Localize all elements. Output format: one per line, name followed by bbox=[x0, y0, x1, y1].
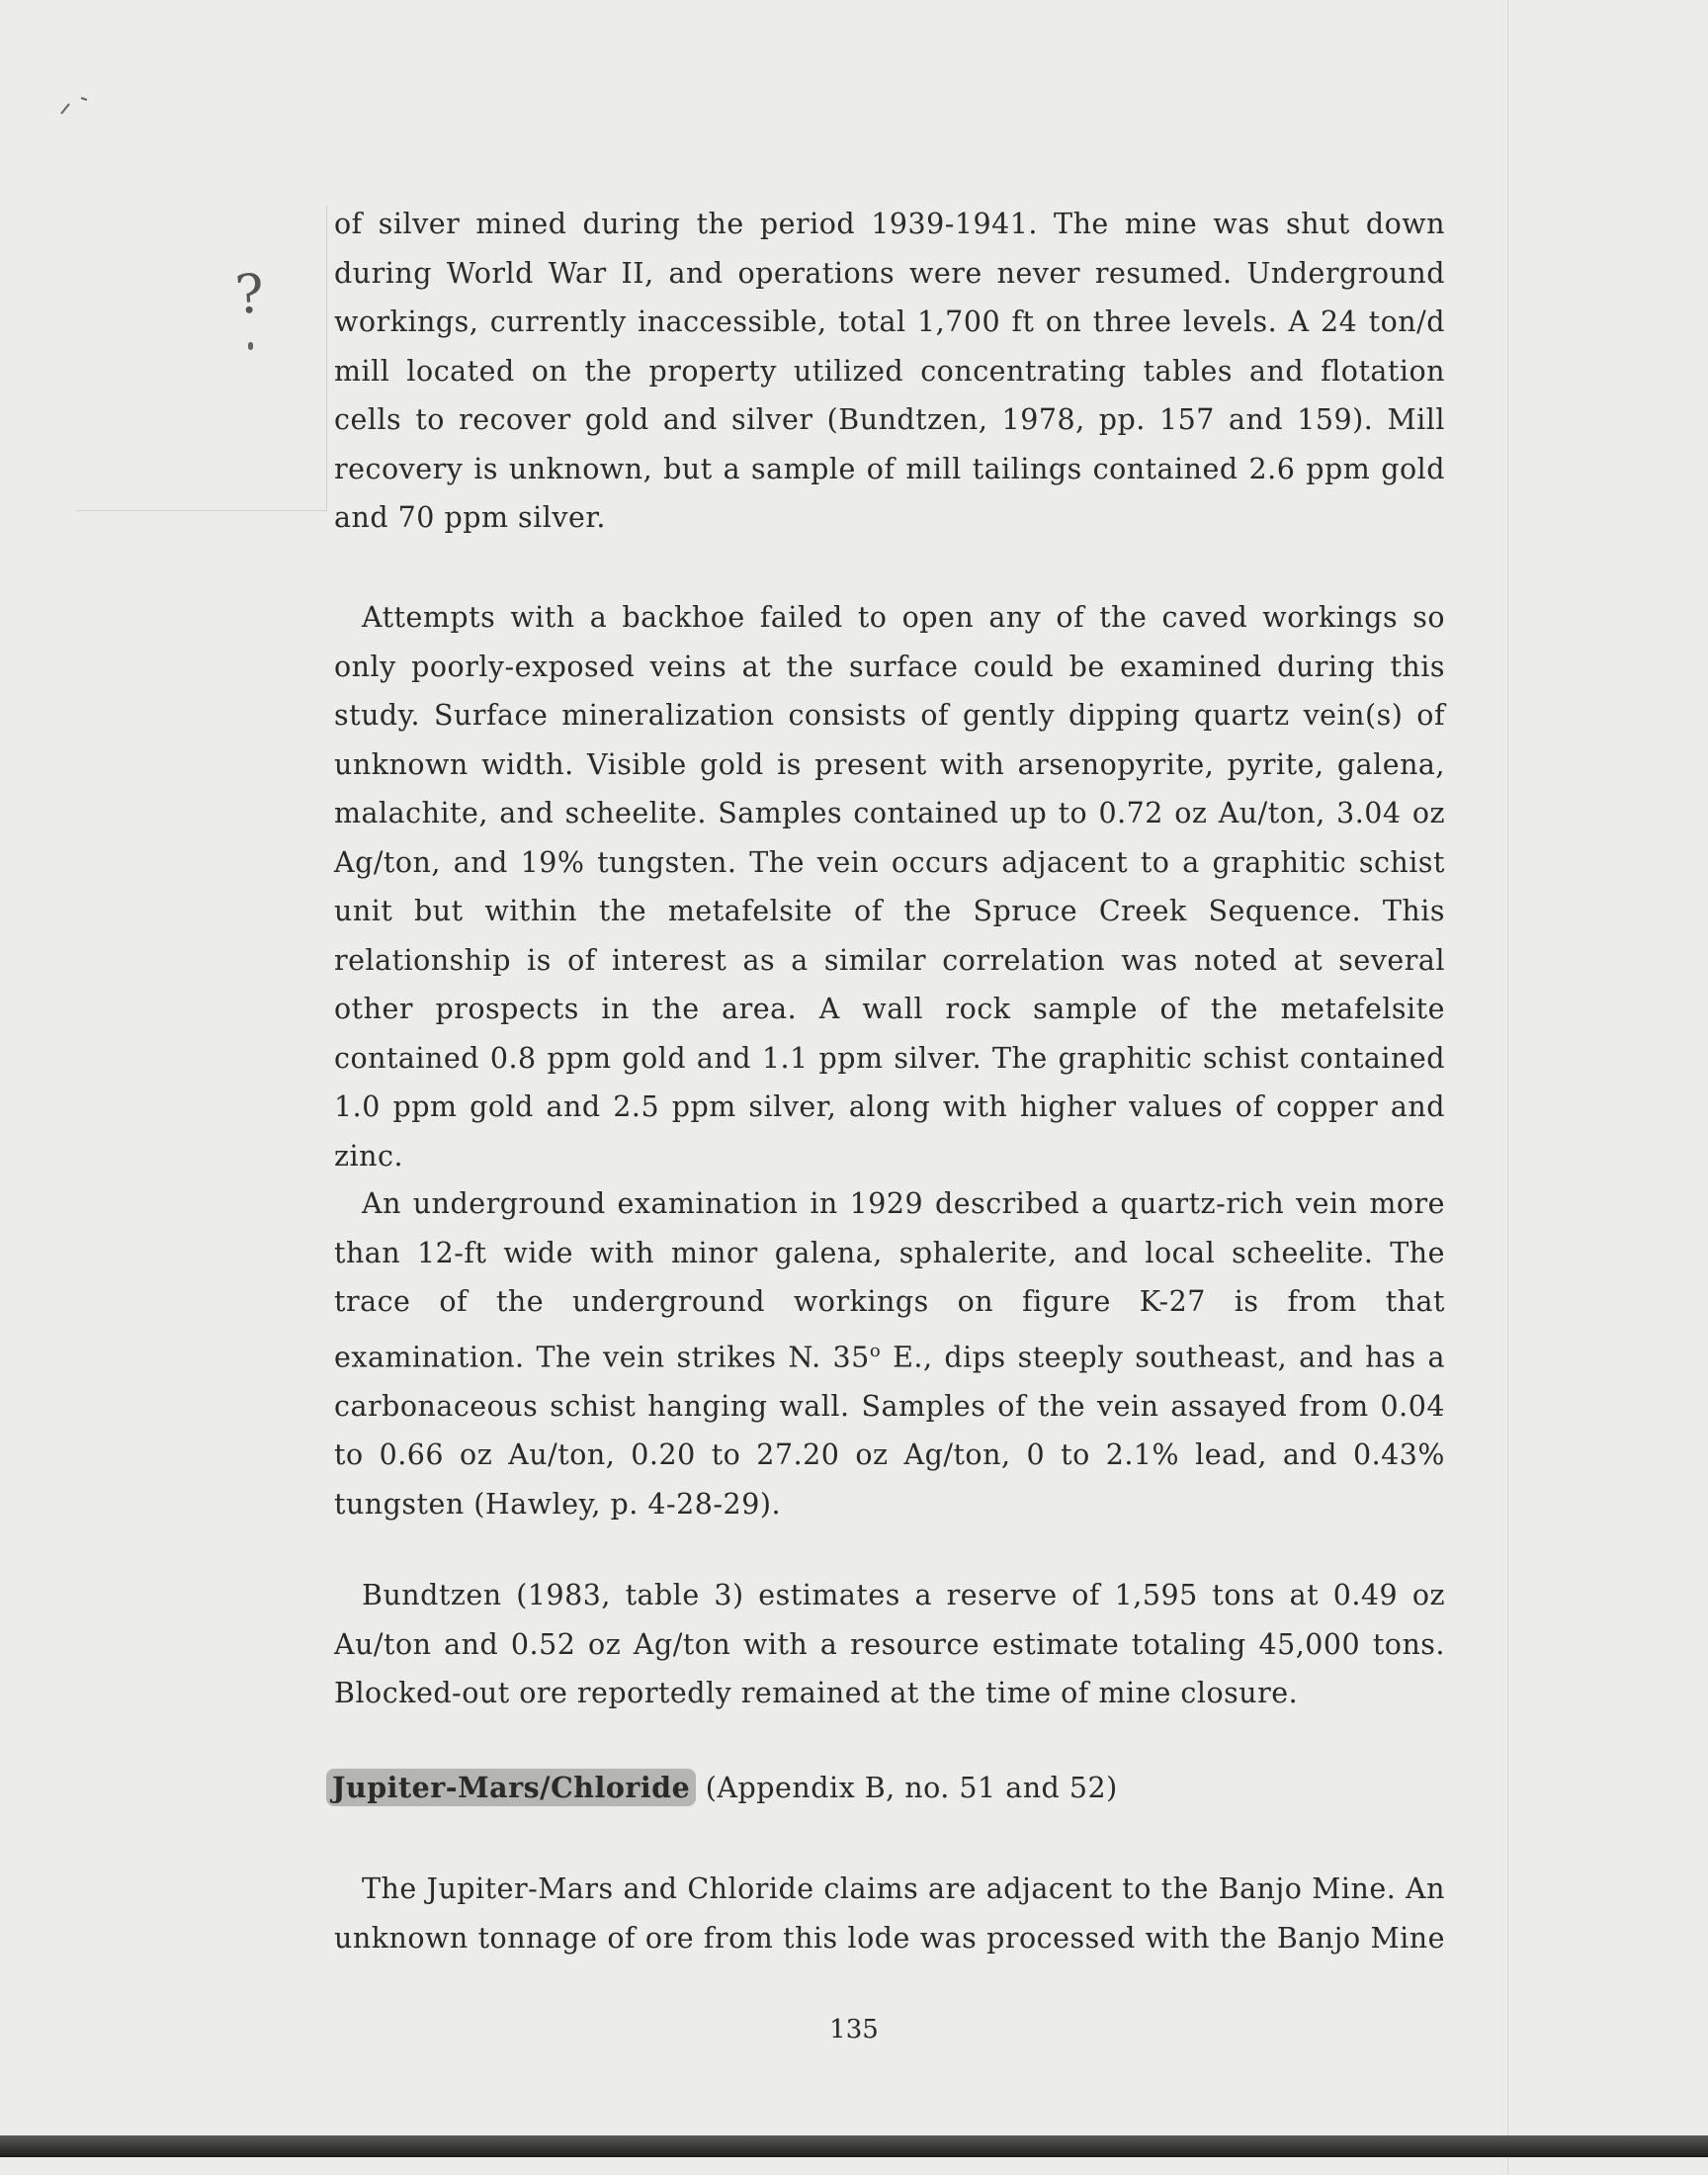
margin-dot bbox=[248, 342, 253, 350]
page-number: 135 bbox=[829, 2015, 879, 2044]
paragraph-1-text: of silver mined during the period 1939-1941. The mine was shut down during World War II, and operations were never resumed. Underground workings, currently inaccessible, total 1,700 ft on three levels. A 24 ton/d mill located on the property utilized concentrating tables and flotation cells to recover gold and silver (Bundtzen, 1978, pp. 157 and 159). Mill recovery is unknown, but a sample of mill tailings contained 2.6 ppm gold and 70 ppm silver. bbox=[334, 208, 1445, 534]
paragraph-1 bbox=[334, 200, 1445, 543]
paragraph-2 bbox=[334, 593, 1445, 1180]
degree-superscript: o bbox=[869, 1340, 882, 1361]
paragraph-4 bbox=[334, 1571, 1445, 1718]
paragraph-4-text: Bundtzen (1983, table 3) estimates a reserve of 1,595 tons at 0.49 oz Au/ton and 0.52 oz Ag/ton with a resource estimate totaling 45,000 tons. Blocked-out ore reportedly remained at the time of mine closure. bbox=[334, 1579, 1445, 1709]
paragraph-5 bbox=[334, 1865, 1445, 1962]
paragraph-3 bbox=[334, 1179, 1445, 1528]
paragraph-5-text: The Jupiter-Mars and Chloride claims are adjacent to the Banjo Mine. An unknown tonnage of ore from this lode was processed with the Banjo Mine bbox=[334, 1872, 1445, 1955]
margin-question-mark: ? bbox=[232, 262, 267, 326]
paragraph-3-text bbox=[334, 1179, 1445, 1528]
section-heading-title: Jupiter-Mars/Chloride bbox=[326, 1769, 696, 1806]
page-edge-line bbox=[1507, 0, 1508, 2175]
scan-bottom-edge bbox=[0, 2135, 1708, 2157]
section-heading bbox=[326, 1764, 1118, 1813]
paragraph-2-text: Attempts with a backhoe failed to open any of the caved workings so only poorly-exposed veins at the surface could be examined during this study. Surface mineralization consists of gently dipping quartz vein(s) of unknown width. Visible gold is present with arsenopyrite, pyrite, galena, malachite, and scheelite. Samples contained up to 0.72 oz Au/ton, 3.04 oz Ag/ton, and 19% tungsten. The vein occurs adjacent to a graphitic schist unit but within the metafelsite of the Spruce Creek Sequence. This relationship is of interest as a similar correlation was noted at several other prospects in the area. A wall rock sample of the metafelsite contained 0.8 ppm gold and 1.1 ppm silver. The graphitic schist contained 1.0 ppm gold and 2.5 ppm silver, along with higher values of copper and zinc. bbox=[334, 601, 1445, 1173]
paragraph-3-text-a: An underground examination in 1929 described a quartz-rich vein more than 12-ft wide with minor galena, sphalerite, and local scheelite. The trace of the underground workings on figure K-27 is from that examination. The vein strikes N. 35 bbox=[334, 1187, 1445, 1373]
paragraph-3-text-b: E., dips steeply southeast, and has a carbonaceous schist hanging wall. Samples of the vein assayed from 0.04 to 0.66 oz Au/ton, 0.20 to 27.20 oz Ag/ton, 0 to 2.1% lead, and 0.43% tungsten (Hawley, p. 4-28-29). bbox=[334, 1341, 1445, 1521]
section-heading-reference: (Appendix B, no. 51 and 52) bbox=[696, 1772, 1118, 1804]
corner-scribble bbox=[59, 94, 89, 118]
margin-note-box bbox=[77, 206, 327, 511]
